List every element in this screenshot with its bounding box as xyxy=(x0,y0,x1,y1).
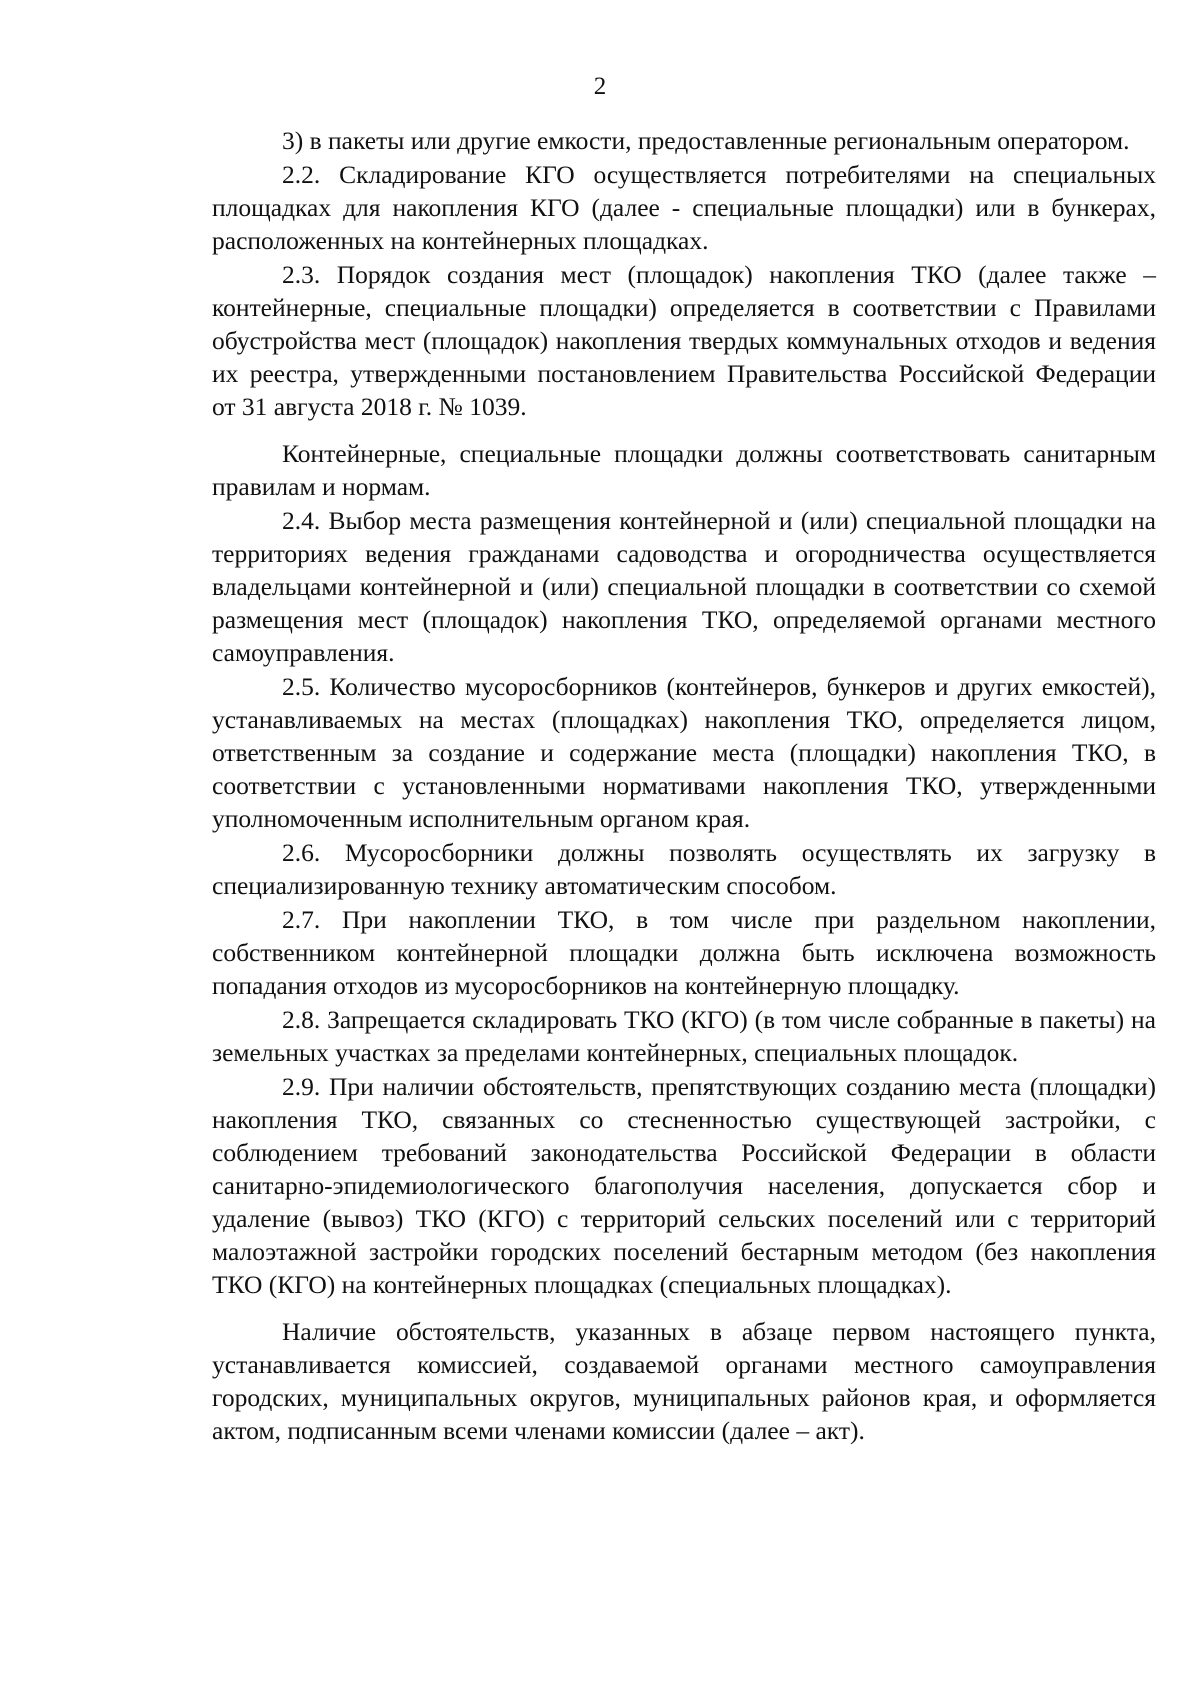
paragraph-2-5: 2.5. Количество мусоросборников (контейнеров, бункеров и других емкостей), устанавливаемых на местах (площадках) накопления ТКО, определяется лицом, ответственным за создание и содержание места (площадки) накопления ТКО, в соответствии с установленными нормативами накопления ТКО, утвержденными уполномоченным исполнительным органом края. xyxy=(212,672,1156,833)
paragraph-2-7: 2.7. При накоплении ТКО, в том числе при раздельном накоплении, собственником контейнерной площадки должна быть исключена возможность попадания отходов из мусоросборников на контейнерную площадку. xyxy=(212,905,1156,1000)
paragraph-2-4: 2.4. Выбор места размещения контейнерной и (или) специальной площадки на территориях ведения гражданами садоводства и огородничества осуществляется владельцами контейнерной и (или) специальной площадки в соответствии со схемой размещения мест (площадок) накопления ТКО, определяемой органами местного самоуправления. xyxy=(212,506,1156,667)
paragraph-2-9-continued: Наличие обстоятельств, указанных в абзаце первом настоящего пункта, устанавливается комиссией, создаваемой органами местного самоуправления городских, муниципальных округов, муниципальных районов края, и оформляется актом, подписанным всеми членами комиссии (далее – акт). xyxy=(212,1317,1156,1445)
paragraph-1-3: 3) в пакеты или другие емкости, предоставленные региональным оператором. xyxy=(282,126,1130,155)
page-number: 2 xyxy=(593,73,607,100)
paragraph-2-6: 2.6. Мусоросборники должны позволять осуществлять их загрузку в специализированную технику автоматическим способом. xyxy=(212,838,1156,900)
paragraph-2-3-continued: Контейнерные, специальные площадки должны соответствовать санитарным правилам и нормам. xyxy=(212,439,1156,501)
paragraph-2-3: 2.3. Порядок создания мест (площадок) накопления ТКО (далее также – контейнерные, специальные площадки) определяется в соответствии с Правилами обустройства мест (площадок) накопления твердых коммунальных отходов и ведения их реестра, утвержденными постановлением Правительства Российской Федерации от 31 августа 2018 г. № 1039. xyxy=(212,260,1156,421)
paragraph-2-2: 2.2. Складирование КГО осуществляется потребителями на специальных площадках для накопления КГО (далее - специальные площадки) или в бункерах, расположенных на контейнерных площадках. xyxy=(212,160,1156,255)
paragraph-2-8: 2.8. Запрещается складировать ТКО (КГО) (в том числе собранные в пакеты) на земельных участках за пределами контейнерных, специальных площадок. xyxy=(212,1005,1156,1067)
paragraph-2-9: 2.9. При наличии обстоятельств, препятствующих созданию места (площадки) накопления ТКО, связанных со стесненностью существующей застройки, с соблюдением требований законодательства Российской Федерации в области санитарно-эпидемиологического благополучия населения, допускается сбор и удаление (вывоз) ТКО (КГО) с территорий сельских поселений или с территорий малоэтажной застройки городских поселений бестарным методом (без накопления ТКО (КГО) на контейнерных площадках (специальных площадках). xyxy=(212,1072,1156,1299)
document-body xyxy=(212,124,1156,1448)
